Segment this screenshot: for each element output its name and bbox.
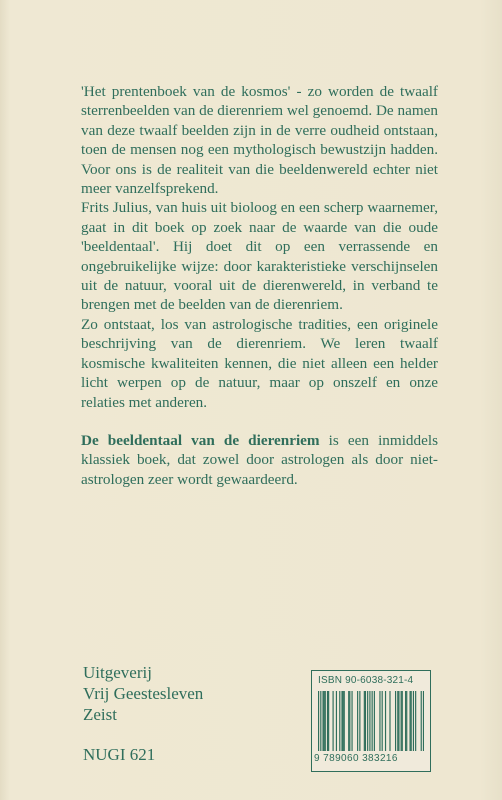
barcode-bar [397,691,398,751]
barcode-bar [364,691,365,751]
barcode-bar [322,691,323,751]
publisher-city: Zeist [83,705,117,724]
barcode-digits: 9 789060 383216 [314,753,398,764]
barcode-bar [389,691,390,751]
barcode-bar [406,691,407,751]
isbn-barcode-box [311,670,431,772]
barcode-bar [395,691,396,751]
barcode-bar [402,691,403,751]
barcode-bar [415,691,416,751]
publisher-label: Uitgeverij [83,663,152,682]
barcode-bar [374,691,375,751]
barcode-bar [344,691,345,751]
publisher-block [83,662,203,725]
barcode-bar [341,691,342,751]
barcode-bar [318,691,319,751]
barcode-bar [339,691,340,751]
nugi-code: NUGI 621 [83,745,156,764]
barcode-bar [369,691,370,751]
barcode-bar [385,691,386,751]
barcode-bar [351,691,352,751]
barcode-bar [357,691,358,751]
barcode-bar [409,691,410,751]
barcode-bar [411,691,412,751]
barcode-bar [327,691,328,751]
barcode-bar [398,691,399,751]
barcode-bar [365,691,366,751]
blurb-paragraph-4 [81,431,438,489]
barcode-bar [423,691,424,751]
barcode-bar [336,691,337,751]
barcode-bar [324,691,325,751]
book-title: De beeldentaal van de dierenriem [81,431,320,449]
isbn-label: ISBN 90-6038-321-4 [318,675,414,686]
barcode-bar [343,691,344,751]
barcode-bar [367,691,368,751]
blurb-paragraph-1: 'Het prentenboek van de kosmos' - zo worden de twaalf sterrenbeelden van de dierenriem wel genoemd. De namen van deze twaalf beelden zijn in de verre oudheid ontstaan, toen de mensen nog een mythologisch bewustzijn hadden. Voor ons is de realiteit van die beeldenwereld echter niet meer vanzelfsprekend. [81,83,438,198]
publisher-name: Vrij Geestesleven [83,684,204,703]
blurb-paragraph-2: Frits Julius, van huis uit bioloog en een scherp waarnemer, gaat in dit boek op zoek naar de waarde van die oude 'beeldentaal'. Hij doet dit op een verrassende en ongebruikelijke wijze: door karakteristieke verschijnselen uit de natuur, vooral uit de dierenwereld, in verband te brengen met de beelden van de dierenriem. [81,199,438,314]
barcode-bar [325,691,326,751]
barcode-bar [372,691,373,751]
barcode-bar [333,691,334,751]
barcode-bar [379,691,380,751]
blurb-paragraph-3: Zo ontstaat, los van astrologische tradities, een originele beschrijving van de dierenriem. We leren twaalf kosmische kwaliteiten kennen, die niet alleen een helder licht werpen op de natuur, maar op onszelf en onze relaties met anderen. [81,315,438,411]
barcode [318,691,424,751]
barcode-bar [401,691,402,751]
barcode-bar [359,691,360,751]
barcode-bar [413,691,414,751]
barcode-bar [348,691,349,751]
barcode-bar [421,691,422,751]
barcode-bar [349,691,350,751]
barcode-bar [382,691,383,751]
barcode-bar [405,691,406,751]
blurb-paragraph-4-text: is een inmiddels klassiek boek, dat zowel door astrologen als door niet-astrologen zeer wordt gewaardeerd. [81,431,438,488]
barcode-bar [320,691,321,751]
barcode-bar [328,691,329,751]
blurb [81,82,438,489]
